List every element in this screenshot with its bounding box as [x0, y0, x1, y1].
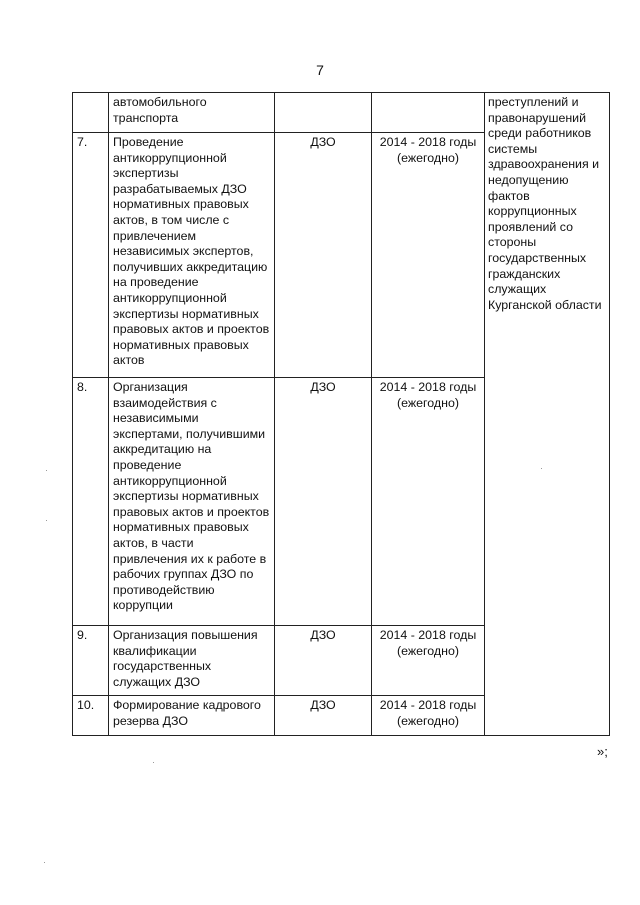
measures-table [72, 92, 610, 736]
executor-text: ДЗО [275, 133, 372, 378]
measure-text: Проведение антикоррупционной экспертизы разрабатываемых ДЗО нормативных правовых актов, в том числе с привлечением независимых экспертов, получивших аккредитацию на проведение антикоррупционной экспертизы нормативных правовых актов и проектов нормативных правовых актов [109, 133, 275, 378]
scan-speck [46, 520, 47, 521]
scan-speck [541, 468, 542, 469]
scan-speck [44, 862, 45, 863]
measure-text: Формирование кадрового резерва ДЗО [109, 696, 275, 736]
executor-text: ДЗО [275, 378, 372, 626]
closing-quote-mark: »; [597, 744, 608, 759]
executor-text: ДЗО [275, 626, 372, 696]
scan-speck [153, 762, 154, 763]
row-number: 9. [73, 626, 109, 696]
measure-text: автомобильного транспорта [109, 93, 275, 133]
term-text [372, 93, 485, 133]
executor-text: ДЗО [275, 696, 372, 736]
row-number [73, 93, 109, 133]
row-number: 8. [73, 378, 109, 626]
term-text: 2014 - 2018 годы (ежегодно) [372, 696, 485, 736]
term-text: 2014 - 2018 годы (ежегодно) [372, 133, 485, 378]
row-number: 7. [73, 133, 109, 378]
page-number: 7 [316, 62, 324, 78]
scan-speck [46, 470, 47, 471]
term-text: 2014 - 2018 годы (ежегодно) [372, 626, 485, 696]
table-row [73, 93, 610, 133]
measure-text: Организация повышения квалификации государственных служащих ДЗО [109, 626, 275, 696]
result-cell-text: преступлений и правонарушений среди работников системы здравоохранения и недопущению фактов коррупционных проявлений со стороны государственных гражданских служащих Курганской области [488, 95, 602, 312]
term-text: 2014 - 2018 годы (ежегодно) [372, 378, 485, 626]
measure-text: Организация взаимодействия с независимыми экспертами, получившими аккредитацию на проведение антикоррупционной экспертизы нормативных правовых актов и проектов нормативных правовых актов, в части привлечения их к работе в рабочих группах ДЗО по противодействию коррупции [109, 378, 275, 626]
result-text [485, 93, 610, 736]
row-number: 10. [73, 696, 109, 736]
executor-text [275, 93, 372, 133]
